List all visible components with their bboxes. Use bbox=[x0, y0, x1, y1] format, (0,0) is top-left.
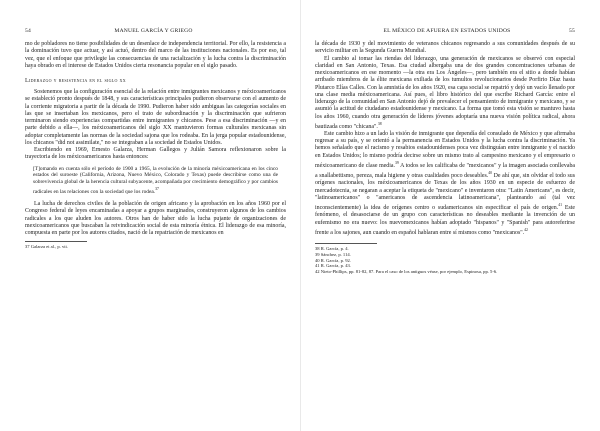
footnote: 38 R. García, p. 4. bbox=[315, 246, 349, 252]
footnote-ref: 37 bbox=[155, 186, 159, 191]
running-head-right bbox=[315, 28, 575, 34]
running-head-title: EL MÉXICO DE AFUERA EN ESTADOS UNIDOS bbox=[383, 28, 511, 34]
paragraph: Sostenemos que la configuración esencial de la relación entre inmigrantes mexicanos y méxicoamericanos se estableció pronto después de 1848, y sus características principales pudieron observarse con el aumento de la corriente migratoria a partir de la década de 1990. Pudieron haber sido ambiguas las categorías sociales en las que se insertaban los mexicanos, pero el trato de subordinación y la discriminación que sufrieron terminaron siendo experiencias compartidas entre inmigrantes y chicanos. Pese a esa discriminación —y en parte debido a ella—, los méxicoamericanos del siglo XX mantuvieron formas culturales mexicanas sin adoptar completamente las normas de la sociedad sajona que los rodeaba. En la jerga popular estadounidense, los chicanos "did not assimilate," no se integraban a la sociedad de Estados Unidos. bbox=[25, 89, 286, 146]
footnote: 37 Galarza et al., p. vii. bbox=[25, 244, 68, 250]
footnote-ref: 39 bbox=[394, 160, 399, 165]
paragraph-text: Este fenómeno, el desasociarse de un grupo con características no deseables mediante la invención de un eufemismo no era nuevo: los nuevomexicanos habían adoptado "hispanos" y "Spanish" para autoreferirse frente a los sajones, aun cuando en español hablaran entre sí mismos como "mexicanos". bbox=[315, 205, 575, 236]
footnote-ref: 41 bbox=[558, 203, 562, 208]
footnote: 42 Nieto-Phillips, pp. 81-82, 87. Para el caso de los antiguos véase, por ejemplo, Espinosa, pp. 5-6. bbox=[315, 268, 498, 274]
footnote-rule bbox=[315, 243, 377, 244]
paragraph: Escribiendo en 1969, Ernesto Galarza, Herman Gallegos y Julián Samora reflexionaron sobre la trayectoria de los méxicoamericanos hasta entonces: bbox=[25, 147, 286, 161]
paragraph-text: A todos se les calificaba de "mexicanos" y la imagen asociada conllevaba a snallabettismo, pereza, mala higiene y otras cualidades poco deseables. bbox=[315, 162, 575, 180]
footnote-ref: 38 bbox=[377, 121, 382, 126]
paragraph: La lucha de derechos civiles de la población de origen africano y la aprobación en los años 1960 por el Congreso federal de leyes encaminadas a apoyar a grupos marginados, construyeron algunos de los cambios radicales a los que aluden los autores. Otros han de haber sido la lucha pujante de organizaciones de mexicoamericanos que buscaban la reivindicación social de esta minoría étnica. El liderazgo de esa minoría, compuesta en parte por los autores citados, nació de la repatriación de mexicanos en bbox=[25, 201, 286, 237]
paragraph: mo de pobladores no tiene posibilidades de un desenlace de independencia territorial. Por ello, la resistencia a la dominación tuvo que actuar, y así actuó, dentro del marco de las instituciones nacionales. Es por eso, tal vez, que el enfoque que privilegie las consecuencias de una racialización y la lucha contra la discriminación haya obrado en el interese de Estados Unidos cierta resonancia popular en el siglo pasado. bbox=[25, 41, 286, 69]
paragraph bbox=[315, 131, 575, 237]
footnote-ref: 42 bbox=[524, 227, 528, 232]
footnote: 39 Sánchez, p. 114. bbox=[315, 251, 351, 257]
footnote: 41 R. García, p. 43. bbox=[315, 263, 351, 269]
footnote-rule bbox=[25, 241, 87, 242]
paragraph bbox=[315, 56, 575, 131]
paragraph-text: El cambio al tomar las riendas del liderazgo, una generación de mexicanos se observó con especial claridad en San Antonio, Texas. Esa ciudad albergaba una de dos grandes concentraciones urbanas de mexicoamericanos en ese momento —la otra era Los Ángeles—, pero también era el sitio a donde habían arribado miembros de la élite mexicana exiliada de los tumultos revolucionarios desde Porfirio Díaz hasta Plutarco Elías Calles. Con la amnistía de los años 1920, esa capa social se repatrió y dejó un vacío llenado por una clase media méxicoamericana. Así pues, el libro histórico del que escribe Richard García: entre el liderazgo de la comunidad en San Antonio dejó de prevalecer el pensamiento de inmigrante y mexicano, y se asumió la actitud de ciudadano estadounidense y mexicano. La forma que tomó esta visión se mantuvo hasta los años 1960, cuando otra generación de líderes jóvenes adoptaría una nueva visión política radical, ahora bautizada como "chicana". bbox=[315, 55, 575, 130]
running-head-left bbox=[25, 28, 286, 34]
block-quote bbox=[33, 166, 278, 196]
page-number: 54 bbox=[25, 28, 31, 34]
quote-text: [T]omando en cuenta sólo el período de 1900 a 1965, la evolución de la minoría méxicoamericana en los cinco estados del suroeste (California, Arizona, Nuevo México, Colorado y Texas) puede describirse como una de sobrevivencia global de la herencia cultural subyacente, acompañada por crecimiento demográfico y por cambios radicales en las relaciones con la sociedad que los rodea. bbox=[33, 165, 278, 195]
paragraph-text: De ahí que, sin olvidar el todo sus orígenes nacionales, los méxicoamericanos de Texas de los años 1930 en un especie de esfuerzo de mercadotecnia, se negaran a aceptar la etiqueta de "mexicano" e inventaron otra: "Latin Americans", es decir, "latinoamericanos" o "americanos de ascendencia latinoamericana", planteando así (tal vez inconscientemente) la idea de orígenes centro o sudamericanos sin especificar el país de origen. bbox=[315, 173, 575, 212]
section-heading: Liderazgo y resistencia en el siglo xx bbox=[25, 78, 126, 84]
running-head-title: MANUEL GARCÍA Y GRIEGO bbox=[114, 28, 193, 34]
right-page bbox=[300, 0, 600, 431]
footnote: 40 R. García, p. 92. bbox=[315, 257, 351, 263]
page-number: 55 bbox=[569, 28, 575, 34]
paragraph: la década de 1930 y del movimiento de veteranos chicanos regresando a sus comunidades después de su servicio militar en la Segunda Guerra Mundial. bbox=[315, 41, 575, 55]
paragraph-text: Este cambio hizo a un lado la visión de inmigrante que dependía del consulado de México y que afirmaba regresar a su país, y se orientó a la permanencia en Estados Unidos y la lucha contra la discriminación. Ya hemos señalado que el racismo y resabios estadounidenses poca vez distinguían entre inmigrante y el nacido en Estados Unidos; lo mismo podría decirse sobre un mismo trato al campesino mexicano y el empresario o méxicoamericano de clase media. bbox=[315, 130, 575, 169]
footnote-ref: 40 bbox=[488, 171, 493, 176]
